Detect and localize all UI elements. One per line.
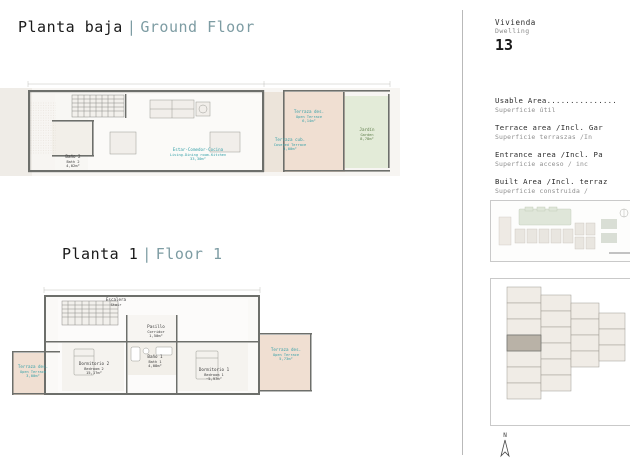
room-label-open-terrace-right: Terraza des. Open Terrace 5,73m² (270, 347, 302, 361)
site-plan-thumbnail (490, 200, 630, 262)
room-label-bedroom-2: Dormitorio 2 Bedroom 2 15,1?m² (78, 361, 110, 375)
area-label-en: Superficie construida / (495, 187, 589, 195)
north-letter: N (503, 432, 507, 439)
area-label-es: Terrace area /Incl. Gar (495, 123, 603, 132)
area-row-terrace (495, 115, 630, 141)
room-label-garden: Jardín Garden 8,78m² (359, 127, 375, 141)
ground-floor-drawing (0, 72, 400, 202)
room-label-staircase: Escalera Stair (105, 297, 127, 307)
area-row-built (495, 169, 630, 195)
room-label-open-terrace-ground: Terraza des. Open Terrace 6,14m² (293, 109, 325, 123)
key-plan (490, 278, 630, 426)
area-label-es: Entrance area /Incl. Pa (495, 150, 603, 159)
room-label-covered-terrace: Terraza cub. Covered Terrace 3,00m² (273, 137, 307, 151)
title-separator-2: | (142, 245, 152, 263)
ground-floor-title-es: Planta baja (18, 18, 123, 36)
areas-list (495, 88, 630, 196)
dwelling-number: 13 (495, 36, 514, 54)
area-label-en: Superficie acceso / inc (495, 160, 589, 168)
area-label-es: Usable Area............... (495, 96, 618, 105)
room-label-corridor: Pasillo Corridor 1,50m² (147, 324, 165, 338)
area-row-entrance (495, 142, 630, 168)
dwelling-label-en: Dwelling (495, 27, 530, 35)
area-label-en: Superficie terraszas /In (495, 133, 593, 141)
room-label-bedroom-1: Dormitorio 1 Bedroom 1 ~5,97m² (198, 367, 230, 381)
floor-1-title (62, 245, 223, 263)
info-panel (470, 0, 630, 465)
room-label-bath-2: Baño 2 Bath 2 4,02m² (65, 154, 81, 168)
area-label-en: Superficie útil (495, 106, 556, 114)
area-row-usable (495, 88, 630, 114)
ground-floor-title (18, 18, 255, 36)
area-label-es: Built Area /Incl. terraz (495, 177, 608, 186)
dwelling-label-es: Vivienda (495, 18, 536, 27)
floor-1-drawing (0, 285, 330, 420)
panel-divider (462, 10, 463, 455)
floor-1-title-en: Floor 1 (155, 245, 223, 263)
ground-floor-title-en: Ground Floor (140, 18, 255, 36)
north-arrow (492, 432, 518, 459)
floor-1-title-es: Planta 1 (62, 245, 139, 263)
room-label-bath-1: Baño 1 Bath 1 4,08m² (147, 354, 163, 368)
room-label-living-dining-kitchen: Estar-Comedor-Cocina Living-Dining room-Kitchen 33,30m² (169, 147, 227, 161)
dwelling-block (495, 18, 536, 54)
title-separator: | (126, 18, 137, 36)
room-label-open-terrace-left: Terraza des. Open Terrace 3,00m² (17, 364, 49, 378)
